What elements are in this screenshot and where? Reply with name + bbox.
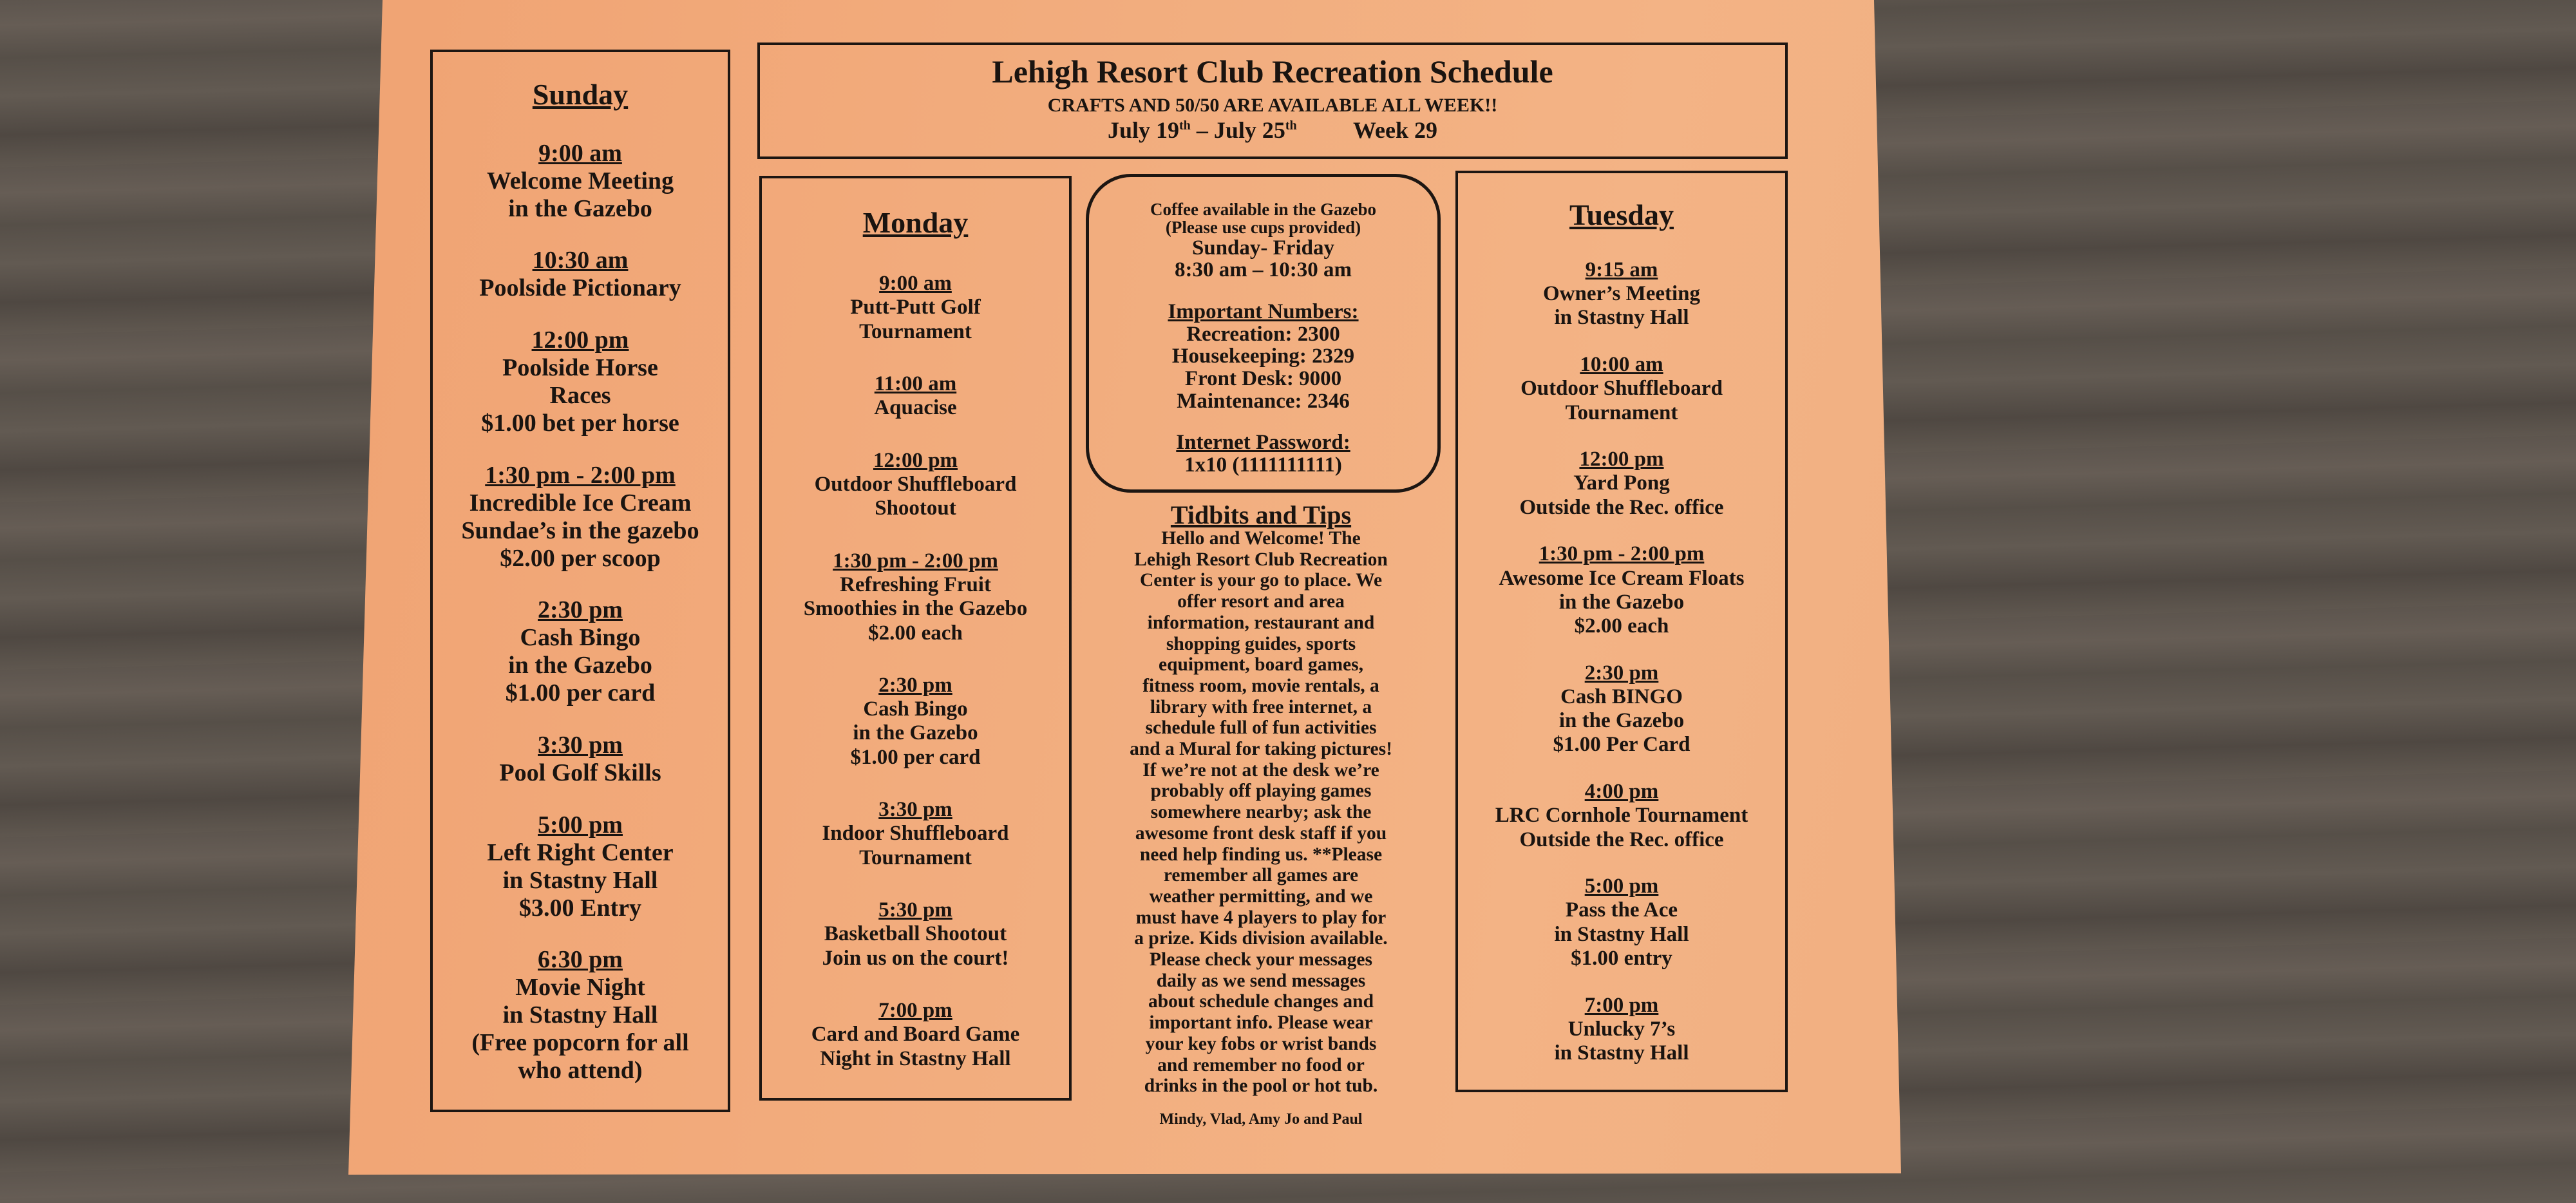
event-item <box>851 674 981 770</box>
tips-line: a prize. Kids division available. <box>1134 928 1388 949</box>
tips-line: offer resort and area <box>1177 591 1345 612</box>
schedule-header <box>757 43 1788 159</box>
coffee-note: (Please use cups provided) <box>1165 218 1361 238</box>
day-title: Monday <box>862 206 969 240</box>
event-time: 2:30 pm <box>878 673 952 697</box>
tips-line: awesome front desk staff if you <box>1135 822 1387 844</box>
date-end: July 25 <box>1213 117 1285 143</box>
event-description: who attend) <box>518 1057 643 1085</box>
event-description: Pass the Ace <box>1565 898 1678 922</box>
event-description: Pool Golf Skills <box>499 759 661 786</box>
phone-number: Maintenance: 2346 <box>1177 389 1350 413</box>
tips-line: equipment, board games, <box>1159 654 1363 676</box>
password-heading: Internet Password: <box>1176 431 1350 455</box>
event-description: $1.00 Per Card <box>1553 733 1690 757</box>
date-separator: – <box>1190 117 1214 143</box>
tips-line: weather permitting, and we <box>1149 886 1373 907</box>
event-description: in the Gazebo <box>1558 709 1685 733</box>
event-time: 3:30 pm <box>538 732 623 759</box>
event-description: Cash Bingo <box>520 624 641 652</box>
event-description: Races <box>549 382 611 410</box>
event-time: 7:00 pm <box>1584 993 1659 1017</box>
event-item <box>811 999 1020 1071</box>
tips-line: about schedule changes and <box>1148 991 1374 1012</box>
event-item <box>1554 994 1689 1066</box>
event-description: Poolside Horse <box>502 354 658 382</box>
week-label: Week 29 <box>1353 117 1437 143</box>
event-item <box>487 140 674 223</box>
internet-password: 1x10 (1111111111) <box>1184 453 1342 477</box>
event-description: Smoothies in the Gazebo <box>803 597 1028 621</box>
event-time: 7:00 pm <box>878 998 952 1022</box>
event-time: 9:00 am <box>538 139 622 167</box>
event-time: 3:30 pm <box>878 798 952 822</box>
event-description: Sundae’s in the gazebo <box>461 516 699 544</box>
event-time: 5:30 pm <box>878 898 952 922</box>
event-description: Unlucky 7’s <box>1567 1017 1676 1041</box>
coffee-hours: 8:30 am – 10:30 am <box>1175 258 1352 282</box>
event-item <box>1554 875 1689 971</box>
event-description: Owner’s Meeting <box>1542 282 1701 306</box>
tips-line: If we’re not at the desk we’re <box>1142 759 1379 781</box>
event-description: in the Gazebo <box>508 652 652 679</box>
tips-line: fitness room, movie rentals, a <box>1142 675 1379 696</box>
event-time: 12:00 pm <box>873 448 958 472</box>
tips-line: and remember no food or <box>1157 1054 1365 1075</box>
event-item <box>499 732 661 787</box>
event-description: Welcome Meeting <box>486 167 674 194</box>
event-description: Card and Board Game <box>811 1023 1020 1047</box>
event-time: 2:30 pm <box>1584 661 1659 685</box>
tips-line: Hello and Welcome! The <box>1161 528 1361 549</box>
phone-number: Recreation: 2300 <box>1186 322 1340 346</box>
date-start-suffix: th <box>1179 118 1191 133</box>
date-start: July 19 <box>1107 117 1180 143</box>
tips-line: somewhere nearby; ask the <box>1150 802 1372 823</box>
event-time: 10:30 am <box>532 247 629 274</box>
event-description: $3.00 Entry <box>518 894 641 922</box>
event-description: in the Gazebo <box>853 721 978 745</box>
coffee-days: Sunday- Friday <box>1192 236 1334 260</box>
numbers-heading: Important Numbers: <box>1168 299 1359 323</box>
event-description: $1.00 entry <box>1571 946 1672 970</box>
event-time: 1:30 pm - 2:00 pm <box>485 461 676 489</box>
event-description: Yard Pong <box>1573 471 1670 495</box>
event-item <box>1553 661 1690 757</box>
event-item <box>481 327 679 437</box>
event-description: in the Gazebo <box>1558 590 1685 614</box>
day-title: Sunday <box>532 77 629 111</box>
date-end-suffix: th <box>1285 118 1297 133</box>
event-description: $1.00 bet per horse <box>481 410 679 437</box>
event-description: Movie Night <box>515 974 645 1001</box>
day-column-sunday <box>430 50 730 1112</box>
event-item <box>815 449 1017 521</box>
staff-signature: Mindy, Vlad, Amy Jo and Paul <box>1159 1110 1363 1128</box>
event-time: 10:00 am <box>1580 353 1663 376</box>
tips-line: Center is your go to place. We <box>1139 570 1383 591</box>
event-description: Night in Stastny Hall <box>820 1047 1011 1070</box>
event-description: in Stastny Hall <box>1554 306 1689 330</box>
tips-body <box>1074 528 1448 1097</box>
event-description: Incredible Ice Cream <box>469 489 692 516</box>
event-item <box>804 549 1027 645</box>
event-description: Outside the Rec. office <box>1519 495 1724 519</box>
tips-heading: Tidbits and Tips <box>1170 500 1352 529</box>
event-description: in Stastny Hall <box>1554 1041 1689 1065</box>
event-time: 1:30 pm - 2:00 pm <box>1539 542 1705 566</box>
tips-line: shopping guides, sports <box>1166 633 1356 654</box>
event-time: 12:00 pm <box>531 327 629 354</box>
tips-line: Lehigh Resort Club Recreation <box>1134 549 1388 570</box>
event-item <box>1520 353 1723 425</box>
tips-line: Please check your messages <box>1149 949 1373 971</box>
event-description: Shootout <box>875 497 956 520</box>
event-description: Tournament <box>859 846 972 869</box>
event-time: 5:00 pm <box>1584 875 1659 898</box>
tips-line: information, restaurant and <box>1147 612 1375 633</box>
event-description: in Stastny Hall <box>1554 922 1689 946</box>
event-item <box>1543 258 1700 330</box>
event-item <box>822 898 1009 971</box>
event-description: Tournament <box>859 319 972 343</box>
event-description: Tournament <box>1565 401 1678 424</box>
tips-line: remember all games are <box>1163 865 1359 886</box>
tips-line: important info. Please wear <box>1149 1012 1373 1034</box>
tidbits-and-tips <box>1074 502 1448 1128</box>
event-time: 1:30 pm - 2:00 pm <box>833 549 998 573</box>
event-description: in the Gazebo <box>508 194 652 222</box>
event-description: Indoor Shuffleboard <box>822 822 1009 846</box>
tips-line: need help finding us. **Please <box>1139 844 1383 865</box>
event-description: Refreshing Fruit <box>840 573 991 596</box>
event-item <box>1495 780 1748 852</box>
event-time: 9:00 am <box>879 272 952 296</box>
event-description: Putt-Putt Golf <box>850 296 981 319</box>
event-description: $2.00 each <box>1574 614 1669 638</box>
tips-line: schedule full of fun activities <box>1145 717 1377 739</box>
event-description: Join us on the court! <box>822 946 1009 970</box>
tips-line: probably off playing games <box>1150 781 1372 802</box>
event-item <box>874 372 956 421</box>
event-item <box>850 272 981 344</box>
event-description: Poolside Pictionary <box>479 274 681 302</box>
event-description: Awesome Ice Cream Floats <box>1499 566 1745 590</box>
tips-line: and a Mural for taking pictures! <box>1130 739 1392 760</box>
event-description: Outdoor Shuffleboard <box>1520 377 1723 401</box>
event-time: 9:15 am <box>1585 258 1658 281</box>
event-description: (Free popcorn for all <box>471 1029 689 1057</box>
event-description: Cash BINGO <box>1560 685 1683 708</box>
event-item <box>506 596 656 707</box>
event-time: 6:30 pm <box>538 946 623 974</box>
event-time: 11:00 am <box>874 372 957 396</box>
event-description: $2.00 each <box>868 621 963 645</box>
event-item <box>479 247 681 302</box>
subtitle: CRAFTS AND 50/50 ARE AVAILABLE ALL WEEK!! <box>1047 95 1498 116</box>
day-column-tuesday <box>1455 171 1788 1092</box>
event-item <box>1519 448 1723 520</box>
event-item <box>822 798 1009 870</box>
event-description: $1.00 per card <box>850 745 981 769</box>
event-description: in Stastny Hall <box>502 866 658 894</box>
event-description: Outdoor Shuffleboard <box>814 473 1017 497</box>
event-time: 5:00 pm <box>538 811 623 838</box>
coffee-line: Coffee available in the Gazebo <box>1150 200 1376 219</box>
event-item <box>1499 542 1745 638</box>
event-description: Aquacise <box>874 396 957 420</box>
tips-line: library with free internet, a <box>1150 696 1372 717</box>
event-item <box>461 462 699 573</box>
day-title: Tuesday <box>1569 198 1674 231</box>
tips-line: your key fobs or wrist bands <box>1145 1033 1377 1054</box>
event-description: in Stastny Hall <box>502 1001 658 1029</box>
event-time: 4:00 pm <box>1584 780 1659 803</box>
tips-line: daily as we send messages <box>1156 970 1366 991</box>
tips-line: must have 4 players to play for <box>1135 907 1387 928</box>
page-title: Lehigh Resort Club Recreation Schedule <box>992 53 1553 90</box>
tips-line: drinks in the pool or hot tub. <box>1144 1075 1378 1097</box>
event-item <box>471 946 688 1085</box>
event-time: 12:00 pm <box>1579 448 1664 471</box>
event-description: Cash Bingo <box>863 697 968 721</box>
event-description: Basketball Shootout <box>824 922 1007 946</box>
day-column-monday <box>759 176 1072 1101</box>
event-item <box>487 811 673 922</box>
event-time: 2:30 pm <box>538 596 623 624</box>
phone-number: Housekeeping: 2329 <box>1171 345 1355 368</box>
event-description: $1.00 per card <box>505 679 656 707</box>
phone-number: Front Desk: 9000 <box>1184 366 1342 390</box>
date-range <box>760 117 1785 144</box>
event-description: Left Right Center <box>487 838 674 866</box>
event-description: $2.00 per scoop <box>500 544 661 572</box>
event-description: Outside the Rec. office <box>1519 828 1724 851</box>
event-description: LRC Cornhole Tournament <box>1495 804 1748 828</box>
coffee-info-box <box>1086 174 1441 493</box>
